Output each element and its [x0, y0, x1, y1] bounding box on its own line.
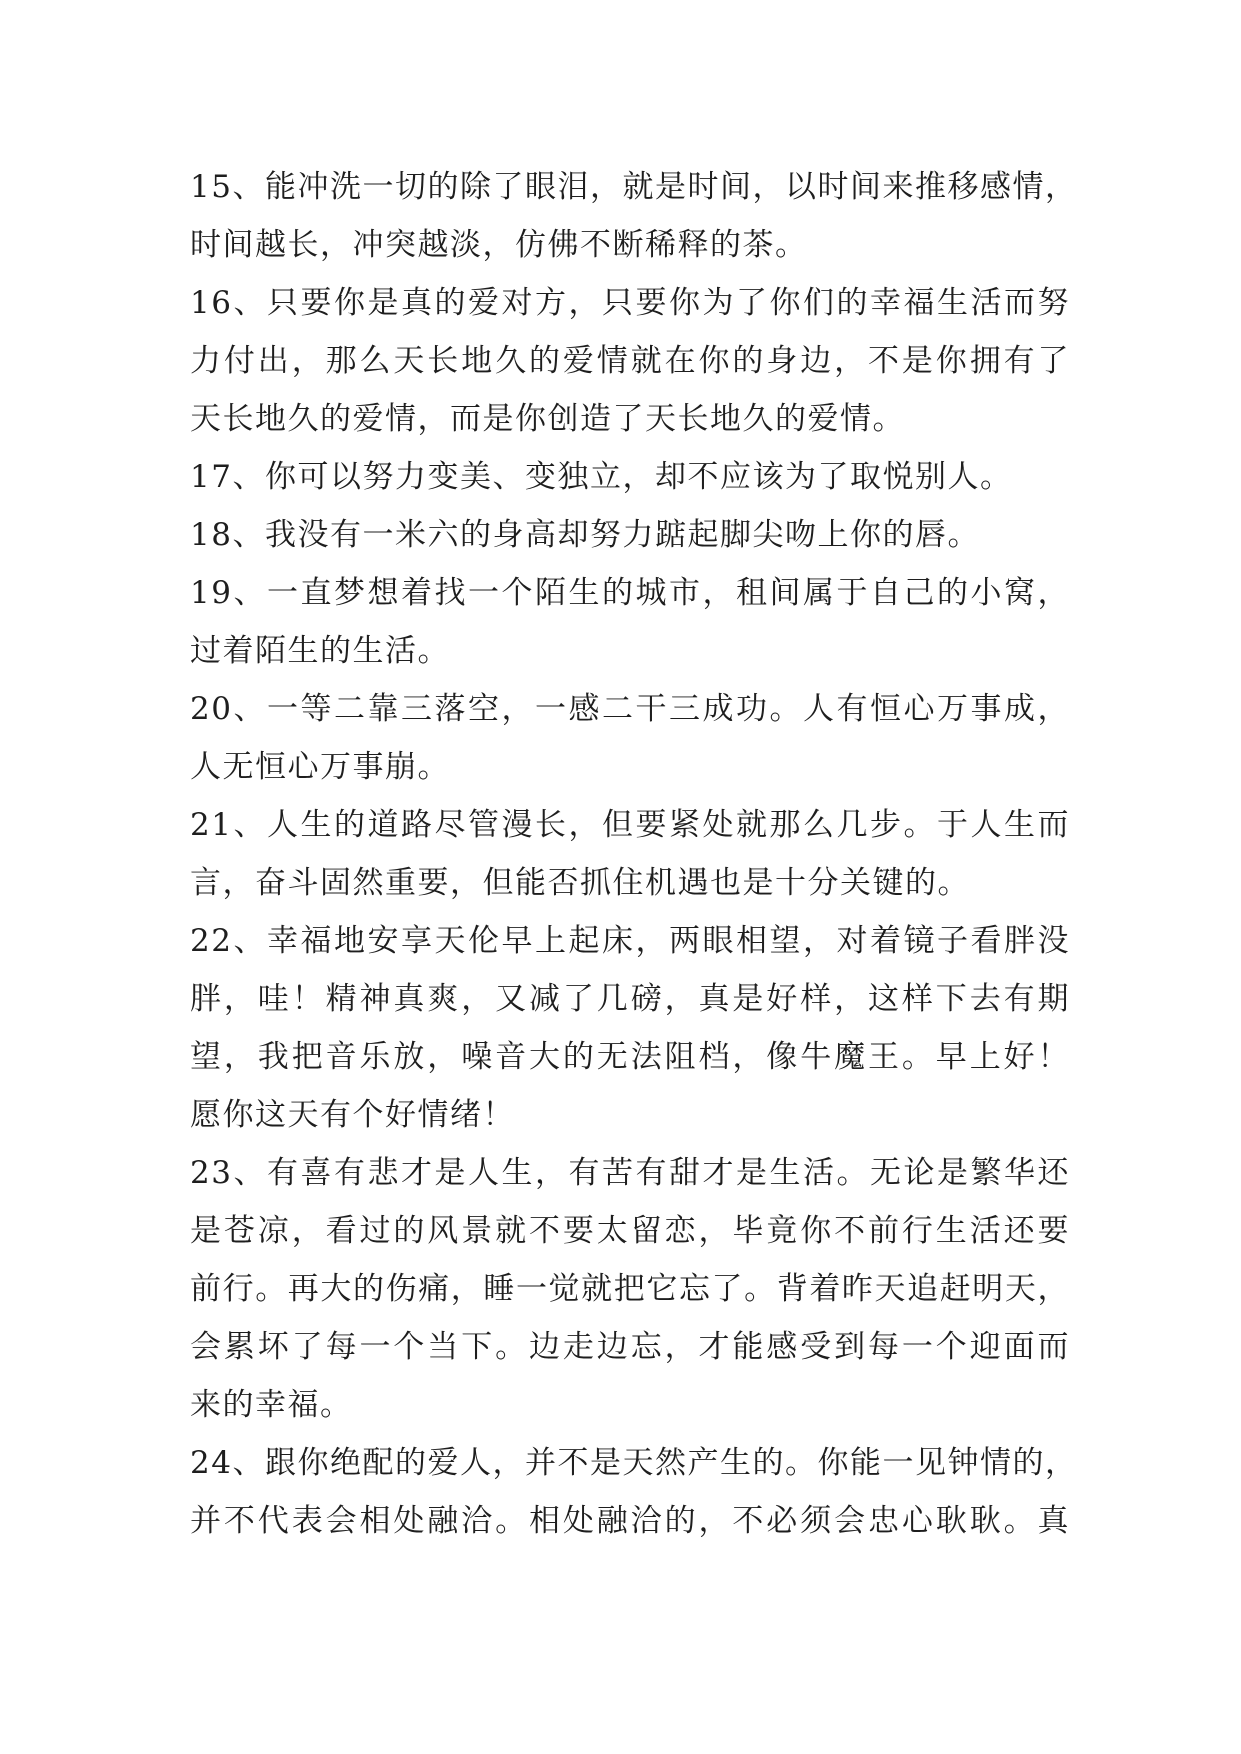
text-line: 22、幸福地安享天伦早上起床，两眼相望，对着镜子看胖没 [190, 923, 1070, 959]
text-line: 言，奋斗固然重要，但能否抓住机遇也是十分关键的。 [190, 865, 970, 901]
text-line: 胖，哇！精神真爽，又减了几磅，真是好样，这样下去有期 [190, 981, 1070, 1017]
text-line: 19、一直梦想着找一个陌生的城市，租间属于自己的小窝， [190, 575, 1070, 611]
text-line: 人无恒心万事崩。 [190, 749, 450, 785]
text-line: 24、跟你绝配的爱人，并不是天然产生的。你能一见钟情的， [190, 1445, 1078, 1481]
text-line: 15、能冲洗一切的除了眼泪，就是时间，以时间来推移感情， [190, 169, 1078, 205]
text-line: 望，我把音乐放，噪音大的无法阻档，像牛魔王。早上好！ [190, 1039, 1070, 1075]
text-line: 前行。再大的伤痛，睡一觉就把它忘了。背着昨天追赶明天， [190, 1271, 1070, 1307]
text-line: 来的幸福。 [190, 1387, 353, 1423]
document-body [190, 158, 1078, 1550]
text-line: 20、一等二靠三落空，一感二干三成功。人有恒心万事成， [190, 691, 1070, 727]
text-line: 力付出，那么天长地久的爱情就在你的身边，不是你拥有了 [190, 343, 1070, 379]
text-line: 18、我没有一米六的身高却努力踮起脚尖吻上你的唇。 [190, 517, 980, 553]
text-line: 会累坏了每一个当下。边走边忘，才能感受到每一个迎面而 [190, 1329, 1070, 1365]
text-line: 21、人生的道路尽管漫长，但要紧处就那么几步。于人生而 [190, 807, 1070, 843]
text-line: 是苍凉，看过的风景就不要太留恋，毕竟你不前行生活还要 [190, 1213, 1070, 1249]
text-line: 23、有喜有悲才是人生，有苦有甜才是生活。无论是繁华还 [190, 1155, 1070, 1191]
text-line: 过着陌生的生活。 [190, 633, 450, 669]
text-line: 并不代表会相处融洽。相处融洽的，不必须会忠心耿耿。真 [190, 1503, 1070, 1539]
text-line: 天长地久的爱情，而是你创造了天长地久的爱情。 [190, 401, 905, 437]
text-line: 16、只要你是真的爱对方，只要你为了你们的幸福生活而努 [190, 285, 1070, 321]
text-line: 时间越长，冲突越淡，仿佛不断稀释的茶。 [190, 227, 808, 263]
text-line: 17、你可以努力变美、变独立，却不应该为了取悦别人。 [190, 459, 1013, 495]
text-line: 愿你这天有个好情绪！ [190, 1097, 515, 1133]
